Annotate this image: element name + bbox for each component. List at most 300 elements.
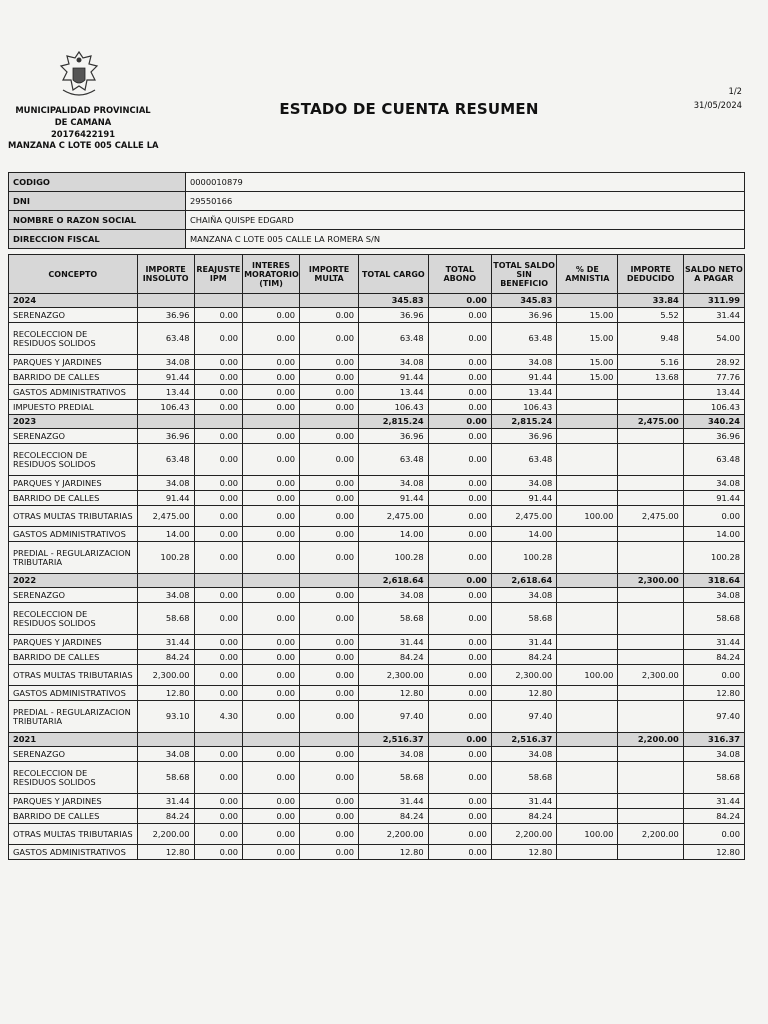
info-value: CHAIÑA QUISPE EDGARD: [186, 211, 745, 230]
empty-cell: [137, 294, 194, 308]
year-summary-row: [9, 415, 745, 429]
value-cell: 63.48: [683, 444, 744, 476]
value-cell: 0.00: [683, 665, 744, 686]
year-total-abono: 0.00: [428, 733, 491, 747]
value-cell: 0.00: [428, 323, 491, 355]
value-cell: 63.48: [491, 323, 556, 355]
value-cell: 0.00: [243, 701, 300, 733]
value-cell: 31.44: [359, 635, 429, 650]
value-cell: 2,300.00: [618, 665, 683, 686]
value-cell: 97.40: [491, 701, 556, 733]
value-cell: 31.44: [137, 635, 194, 650]
value-cell: 2,475.00: [359, 506, 429, 527]
value-cell: 34.08: [359, 355, 429, 370]
value-cell: 31.44: [683, 794, 744, 809]
org-name-line-2: DE CAMANA: [54, 117, 112, 127]
table-row: [9, 686, 745, 701]
value-cell: 0.00: [243, 542, 300, 574]
value-cell: 31.44: [491, 794, 556, 809]
value-cell: 0.00: [428, 701, 491, 733]
value-cell: [557, 476, 618, 491]
concept-cell: GASTOS ADMINISTRATIVOS: [9, 845, 138, 860]
value-cell: 13.68: [618, 370, 683, 385]
value-cell: 14.00: [491, 527, 556, 542]
empty-cell: [194, 294, 243, 308]
table-row: [9, 355, 745, 370]
value-cell: 0.00: [300, 491, 359, 506]
concept-cell: SERENAZGO: [9, 308, 138, 323]
value-cell: 36.96: [137, 429, 194, 444]
value-cell: 34.08: [491, 747, 556, 762]
value-cell: 15.00: [557, 323, 618, 355]
year-label: 2024: [9, 294, 138, 308]
table-row: [9, 809, 745, 824]
value-cell: [618, 762, 683, 794]
value-cell: [557, 400, 618, 415]
value-cell: 2,475.00: [491, 506, 556, 527]
value-cell: 0.00: [428, 824, 491, 845]
value-cell: 15.00: [557, 355, 618, 370]
value-cell: 91.44: [359, 370, 429, 385]
value-cell: 36.96: [137, 308, 194, 323]
value-cell: 106.43: [491, 400, 556, 415]
value-cell: 84.24: [137, 809, 194, 824]
value-cell: 0.00: [194, 385, 243, 400]
value-cell: [557, 491, 618, 506]
year-total-abono: 0.00: [428, 415, 491, 429]
table-row: [9, 542, 745, 574]
empty-cell: [194, 415, 243, 429]
value-cell: 2,300.00: [359, 665, 429, 686]
column-header: IMPORTE MULTA: [300, 255, 359, 294]
value-cell: [557, 527, 618, 542]
value-cell: 0.00: [428, 588, 491, 603]
value-cell: 58.68: [683, 762, 744, 794]
year-total-cargo: 2,618.64: [359, 574, 429, 588]
value-cell: 28.92: [683, 355, 744, 370]
value-cell: 0.00: [194, 762, 243, 794]
value-cell: 0.00: [428, 370, 491, 385]
value-cell: 0.00: [300, 400, 359, 415]
value-cell: 0.00: [194, 476, 243, 491]
value-cell: [557, 747, 618, 762]
empty-cell: [300, 574, 359, 588]
empty-cell: [557, 294, 618, 308]
value-cell: 34.08: [137, 355, 194, 370]
value-cell: 100.00: [557, 506, 618, 527]
value-cell: 34.08: [491, 476, 556, 491]
value-cell: [618, 809, 683, 824]
value-cell: 14.00: [359, 527, 429, 542]
value-cell: 0.00: [428, 491, 491, 506]
info-row: [9, 173, 745, 192]
value-cell: 100.28: [137, 542, 194, 574]
value-cell: 0.00: [428, 809, 491, 824]
value-cell: [557, 603, 618, 635]
value-cell: [618, 444, 683, 476]
value-cell: 34.08: [683, 747, 744, 762]
value-cell: 2,475.00: [137, 506, 194, 527]
value-cell: 0.00: [300, 429, 359, 444]
account-statement-table: [8, 254, 745, 860]
concept-cell: BARRIDO DE CALLES: [9, 370, 138, 385]
value-cell: 0.00: [428, 686, 491, 701]
year-total-saldo: 2,516.37: [491, 733, 556, 747]
empty-cell: [194, 733, 243, 747]
value-cell: 0.00: [428, 444, 491, 476]
value-cell: 0.00: [300, 635, 359, 650]
column-header: TOTAL CARGO: [359, 255, 429, 294]
value-cell: [618, 686, 683, 701]
concept-cell: PREDIAL - REGULARIZACION TRIBUTARIA: [9, 701, 138, 733]
empty-cell: [194, 574, 243, 588]
value-cell: 91.44: [359, 491, 429, 506]
value-cell: 0.00: [300, 308, 359, 323]
value-cell: 58.68: [137, 603, 194, 635]
empty-cell: [243, 733, 300, 747]
value-cell: [618, 747, 683, 762]
value-cell: 84.24: [683, 809, 744, 824]
year-total-saldo: 2,815.24: [491, 415, 556, 429]
value-cell: 2,300.00: [491, 665, 556, 686]
value-cell: [618, 491, 683, 506]
value-cell: 34.08: [491, 588, 556, 603]
value-cell: 100.00: [557, 824, 618, 845]
value-cell: [557, 588, 618, 603]
info-row: [9, 192, 745, 211]
year-saldo-neto: 340.24: [683, 415, 744, 429]
table-row: [9, 527, 745, 542]
value-cell: 13.44: [683, 385, 744, 400]
value-cell: [557, 429, 618, 444]
concept-cell: RECOLECCION DE RESIDUOS SOLIDOS: [9, 444, 138, 476]
value-cell: 36.96: [491, 429, 556, 444]
value-cell: [618, 400, 683, 415]
value-cell: 100.28: [683, 542, 744, 574]
year-deducido: 2,300.00: [618, 574, 683, 588]
value-cell: [618, 650, 683, 665]
value-cell: 97.40: [359, 701, 429, 733]
value-cell: 0.00: [243, 665, 300, 686]
org-name-line-1: MUNICIPALIDAD PROVINCIAL: [15, 105, 151, 115]
value-cell: 0.00: [300, 650, 359, 665]
value-cell: 0.00: [243, 635, 300, 650]
year-saldo-neto: 311.99: [683, 294, 744, 308]
info-value: 0000010879: [186, 173, 745, 192]
year-total-abono: 0.00: [428, 574, 491, 588]
value-cell: 12.80: [683, 845, 744, 860]
value-cell: 12.80: [359, 845, 429, 860]
empty-cell: [137, 574, 194, 588]
concept-cell: RECOLECCION DE RESIDUOS SOLIDOS: [9, 323, 138, 355]
value-cell: 84.24: [359, 809, 429, 824]
table-header-row: [9, 255, 745, 294]
value-cell: 12.80: [683, 686, 744, 701]
year-deducido: 2,200.00: [618, 733, 683, 747]
value-cell: 0.00: [300, 686, 359, 701]
value-cell: 58.68: [359, 603, 429, 635]
info-label: CODIGO: [9, 173, 186, 192]
value-cell: 0.00: [194, 747, 243, 762]
table-row: [9, 665, 745, 686]
value-cell: 0.00: [194, 809, 243, 824]
table-row: [9, 491, 745, 506]
value-cell: 63.48: [359, 323, 429, 355]
value-cell: 58.68: [359, 762, 429, 794]
table-row: [9, 650, 745, 665]
municipal-crest-logo: [55, 50, 103, 102]
empty-cell: [243, 294, 300, 308]
value-cell: 91.44: [137, 491, 194, 506]
empty-cell: [557, 574, 618, 588]
value-cell: 31.44: [491, 635, 556, 650]
column-header: % DE AMNISTIA: [557, 255, 618, 294]
value-cell: 36.96: [359, 429, 429, 444]
value-cell: 13.44: [137, 385, 194, 400]
value-cell: 0.00: [428, 527, 491, 542]
value-cell: 0.00: [243, 385, 300, 400]
year-saldo-neto: 316.37: [683, 733, 744, 747]
value-cell: 84.24: [359, 650, 429, 665]
concept-cell: SERENAZGO: [9, 429, 138, 444]
value-cell: [618, 635, 683, 650]
value-cell: 0.00: [300, 809, 359, 824]
empty-cell: [243, 415, 300, 429]
value-cell: 0.00: [194, 370, 243, 385]
value-cell: 2,200.00: [137, 824, 194, 845]
concept-cell: GASTOS ADMINISTRATIVOS: [9, 385, 138, 400]
value-cell: 93.10: [137, 701, 194, 733]
value-cell: 0.00: [428, 794, 491, 809]
info-label: DNI: [9, 192, 186, 211]
concept-cell: GASTOS ADMINISTRATIVOS: [9, 527, 138, 542]
year-deducido: 33.84: [618, 294, 683, 308]
concept-cell: RECOLECCION DE RESIDUOS SOLIDOS: [9, 762, 138, 794]
value-cell: [557, 542, 618, 574]
year-total-saldo: 2,618.64: [491, 574, 556, 588]
value-cell: 0.00: [243, 429, 300, 444]
value-cell: [557, 794, 618, 809]
value-cell: [557, 845, 618, 860]
value-cell: 91.44: [491, 491, 556, 506]
value-cell: 0.00: [194, 635, 243, 650]
year-label: 2022: [9, 574, 138, 588]
value-cell: 4.30: [194, 701, 243, 733]
table-row: [9, 476, 745, 491]
value-cell: 34.08: [683, 476, 744, 491]
value-cell: 0.00: [243, 400, 300, 415]
value-cell: 2,475.00: [618, 506, 683, 527]
value-cell: 0.00: [300, 476, 359, 491]
value-cell: 0.00: [243, 491, 300, 506]
value-cell: 0.00: [243, 527, 300, 542]
year-total-cargo: 2,516.37: [359, 733, 429, 747]
value-cell: 0.00: [243, 506, 300, 527]
value-cell: 0.00: [428, 762, 491, 794]
value-cell: 0.00: [194, 323, 243, 355]
value-cell: 0.00: [428, 665, 491, 686]
org-address: MANZANA C LOTE 005 CALLE LA: [8, 140, 159, 150]
value-cell: 91.44: [137, 370, 194, 385]
value-cell: 63.48: [137, 323, 194, 355]
value-cell: 100.28: [491, 542, 556, 574]
value-cell: 0.00: [194, 542, 243, 574]
year-total-abono: 0.00: [428, 294, 491, 308]
concept-cell: BARRIDO DE CALLES: [9, 491, 138, 506]
value-cell: 0.00: [194, 794, 243, 809]
value-cell: 5.52: [618, 308, 683, 323]
value-cell: [557, 762, 618, 794]
value-cell: 0.00: [300, 762, 359, 794]
table-row: [9, 400, 745, 415]
value-cell: 0.00: [194, 491, 243, 506]
year-summary-row: [9, 574, 745, 588]
value-cell: 0.00: [300, 370, 359, 385]
concept-cell: PARQUES Y JARDINES: [9, 476, 138, 491]
value-cell: 0.00: [428, 845, 491, 860]
info-label: NOMBRE O RAZON SOCIAL: [9, 211, 186, 230]
value-cell: [557, 635, 618, 650]
column-header: IMPORTE DEDUCIDO: [618, 255, 683, 294]
value-cell: 12.80: [137, 845, 194, 860]
document-date: 31/05/2024: [693, 100, 742, 110]
concept-cell: OTRAS MULTAS TRIBUTARIAS: [9, 824, 138, 845]
value-cell: 36.96: [491, 308, 556, 323]
year-deducido: 2,475.00: [618, 415, 683, 429]
value-cell: [557, 385, 618, 400]
value-cell: 14.00: [137, 527, 194, 542]
value-cell: 14.00: [683, 527, 744, 542]
value-cell: 54.00: [683, 323, 744, 355]
value-cell: 0.00: [428, 542, 491, 574]
value-cell: 0.00: [300, 355, 359, 370]
value-cell: 0.00: [300, 794, 359, 809]
value-cell: 0.00: [194, 650, 243, 665]
value-cell: 0.00: [243, 308, 300, 323]
value-cell: 9.48: [618, 323, 683, 355]
value-cell: 77.76: [683, 370, 744, 385]
value-cell: 34.08: [137, 588, 194, 603]
value-cell: 0.00: [194, 308, 243, 323]
value-cell: 0.00: [428, 747, 491, 762]
column-header: INTERES MORATORIO (TIM): [243, 255, 300, 294]
value-cell: 84.24: [137, 650, 194, 665]
column-header: TOTAL SALDO SIN BENEFICIO: [491, 255, 556, 294]
column-header: CONCEPTO: [9, 255, 138, 294]
concept-cell: PREDIAL - REGULARIZACION TRIBUTARIA: [9, 542, 138, 574]
value-cell: 31.44: [683, 308, 744, 323]
info-value: MANZANA C LOTE 005 CALLE LA ROMERA S/N: [186, 230, 745, 249]
value-cell: 0.00: [428, 400, 491, 415]
value-cell: 106.43: [137, 400, 194, 415]
value-cell: [618, 542, 683, 574]
info-label: DIRECCION FISCAL: [9, 230, 186, 249]
value-cell: 31.44: [137, 794, 194, 809]
value-cell: 0.00: [194, 665, 243, 686]
concept-cell: BARRIDO DE CALLES: [9, 809, 138, 824]
empty-cell: [137, 415, 194, 429]
value-cell: 0.00: [300, 527, 359, 542]
value-cell: 0.00: [194, 506, 243, 527]
table-row: [9, 794, 745, 809]
page-number: 1/2: [728, 86, 742, 96]
value-cell: 0.00: [194, 824, 243, 845]
value-cell: 31.44: [359, 794, 429, 809]
value-cell: 91.44: [683, 491, 744, 506]
value-cell: 0.00: [194, 603, 243, 635]
table-row: [9, 824, 745, 845]
year-total-saldo: 345.83: [491, 294, 556, 308]
value-cell: 0.00: [428, 650, 491, 665]
value-cell: 0.00: [243, 603, 300, 635]
value-cell: 0.00: [300, 845, 359, 860]
value-cell: 0.00: [300, 603, 359, 635]
value-cell: 5.16: [618, 355, 683, 370]
value-cell: 0.00: [428, 429, 491, 444]
value-cell: 58.68: [491, 603, 556, 635]
value-cell: 0.00: [243, 370, 300, 385]
table-row: [9, 701, 745, 733]
table-row: [9, 506, 745, 527]
value-cell: 0.00: [243, 355, 300, 370]
value-cell: 34.08: [491, 355, 556, 370]
column-header: TOTAL ABONO: [428, 255, 491, 294]
value-cell: 0.00: [300, 542, 359, 574]
value-cell: [618, 429, 683, 444]
value-cell: 0.00: [243, 762, 300, 794]
info-value: 29550166: [186, 192, 745, 211]
value-cell: 15.00: [557, 370, 618, 385]
value-cell: [557, 650, 618, 665]
value-cell: 91.44: [491, 370, 556, 385]
value-cell: 0.00: [428, 385, 491, 400]
value-cell: 63.48: [359, 444, 429, 476]
value-cell: 0.00: [243, 824, 300, 845]
table-row: [9, 635, 745, 650]
concept-cell: GASTOS ADMINISTRATIVOS: [9, 686, 138, 701]
concept-cell: PARQUES Y JARDINES: [9, 355, 138, 370]
value-cell: 0.00: [243, 686, 300, 701]
value-cell: 36.96: [359, 308, 429, 323]
value-cell: 34.08: [359, 476, 429, 491]
value-cell: 100.00: [557, 665, 618, 686]
year-label: 2021: [9, 733, 138, 747]
empty-cell: [557, 733, 618, 747]
value-cell: 15.00: [557, 308, 618, 323]
value-cell: 2,300.00: [137, 665, 194, 686]
table-row: [9, 429, 745, 444]
table-row: [9, 603, 745, 635]
value-cell: [618, 845, 683, 860]
concept-cell: PARQUES Y JARDINES: [9, 635, 138, 650]
year-saldo-neto: 318.64: [683, 574, 744, 588]
empty-cell: [137, 733, 194, 747]
year-summary-row: [9, 733, 745, 747]
concept-cell: RECOLECCION DE RESIDUOS SOLIDOS: [9, 603, 138, 635]
value-cell: 2,200.00: [359, 824, 429, 845]
value-cell: 0.00: [194, 527, 243, 542]
value-cell: [618, 385, 683, 400]
empty-cell: [300, 415, 359, 429]
value-cell: 0.00: [243, 650, 300, 665]
concept-cell: OTRAS MULTAS TRIBUTARIAS: [9, 665, 138, 686]
value-cell: [618, 476, 683, 491]
value-cell: 84.24: [491, 809, 556, 824]
value-cell: [557, 444, 618, 476]
value-cell: 106.43: [683, 400, 744, 415]
empty-cell: [300, 733, 359, 747]
value-cell: 0.00: [428, 635, 491, 650]
